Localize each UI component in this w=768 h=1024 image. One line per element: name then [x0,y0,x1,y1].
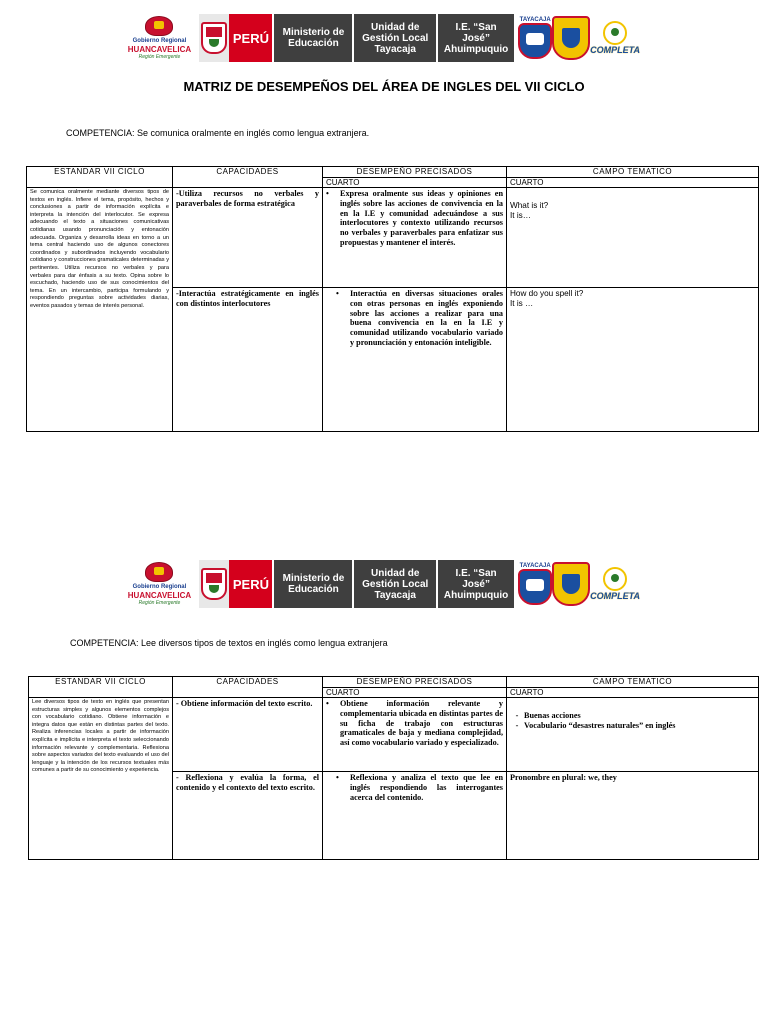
subheader-cuarto: CUARTO [507,688,759,698]
list-item: - Buenas acciones [515,711,581,720]
huancavelica-crest-icon [145,16,173,36]
tayacaja-emblem-icon [518,569,552,605]
campo-list [510,711,755,731]
tayacaja-emblem-icon [518,23,552,59]
list-item: - Vocabulario “desastres naturales” en inglés [515,721,676,730]
partner-logos [514,14,640,62]
tayacaja-logo: TAYACAJA [518,563,552,605]
peru-shield-icon [199,14,230,62]
header-desempeno: DESEMPEÑO PRECISADOS [323,167,507,178]
competencia-2: COMPETENCIA: Lee diversos tipos de textos en inglés como lengua extranjera [70,638,388,648]
desempeno-cell [323,288,507,432]
header-estandar: ESTANDAR VII CICLO [27,167,173,188]
peru-label: PERÚ [229,14,272,62]
desempeno-text: Expresa oralmente sus ideas y opiniones en inglés sobre las acciones de convivencia en la en la I.E y comunidad adecuándose a sus interlocutores y contexto utilizando recursos no verbales y paraverbales para enfatizar sus propuestas y mantener el interés. [340,189,503,247]
desempeno-cell [323,772,507,860]
header-banner [120,560,640,608]
bullet-icon: • [326,699,329,708]
header-capacidades: CAPACIDADES [173,167,323,188]
desempeno-cell [323,698,507,772]
header-estandar: ESTANDAR VII CICLO [29,677,173,698]
campo-line: What is it? [510,201,549,210]
campo-line: How do you spell it? [510,289,584,298]
bullet-icon: • [336,773,339,782]
campo-line: It is … [510,299,534,308]
bullet-icon: • [326,189,329,198]
gobierno-regional-logo: Gobierno Regional HUANCAVELICA Región Emergente [120,560,199,608]
desempeno-text: Reflexiona y analiza el texto que lee en inglés respondiendo las interrogantes acerca del contenido. [350,773,503,802]
ministerio-label: Ministerio de Educación [272,560,352,608]
peru-label: PERÚ [229,560,272,608]
capacidad-cell: - Reflexiona y evalúa la forma, el contenido y el contexto del texto escrito. [173,772,323,860]
estandar-text: Lee diversos tipos de texto en inglés que presentan estructuras simples y algunos elementos complejos con vocabulario cotidiano. Obtiene información e integra datos que están en distintas partes del texto. Realiza inferencias locales a partir de información explícita e implícita e interpreta el texto seleccionando información relevante y complementaria. Reflexiona sobre aspectos variados del texto evaluando el uso del lenguaje y la intención de los recursos textuales más comunes a partir de su conocimiento y experiencia. [29,698,173,860]
subheader-cuarto: CUARTO [323,178,507,188]
desempeno-text: Interactúa en diversas situaciones orales con otras personas en inglés exponiendo sobre las acciones a realizar para una buena convivencia en la en la I.E y comunidad utilizando vocabulario variado y pronunciación y entonación inteligible. [350,289,503,347]
ugel-label: Unidad de Gestión Local Tayacaja [352,560,436,608]
matrix-table-1 [26,166,759,432]
jec-logo: COMPLETA [590,567,640,601]
ugel-label: Unidad de Gestión Local Tayacaja [352,14,436,62]
jec-circle-icon [603,21,627,45]
campo-line: It is… [510,211,531,220]
campo-cell [507,698,759,772]
header-campo: CAMPO TEMATICO [507,167,759,178]
school-emblem-icon [552,562,590,606]
ministerio-label: Ministerio de Educación [272,14,352,62]
matrix-table-2 [28,676,759,860]
bullet-icon: • [336,289,339,298]
header-capacidades: CAPACIDADES [173,677,323,698]
desempeno-cell [323,188,507,288]
subheader-cuarto: CUARTO [323,688,507,698]
estandar-text: Se comunica oralmente mediante diversos tipos de textos en inglés. Infiere el tema, propósito, hechos y conclusiones a partir de información explícita e interpreta la intención del interlocutor. Se expresa adecuando el texto a situaciones comunicativas cotidianas usando pronunciación y entonación adecuada. Organiza y desarrolla ideas en torno a un tema central haciendo uso de algunos conectores coordinados y subordinados incluyendo vocabulario cotidiano y construcciones gramaticales determinadas y pertinentes. Utiliza recursos no verbales y para verbales para dar énfasis a su texto. Opina sobre lo escuchado, haciendo uso de sus conocimientos del tema. En un intercambio, participa formulando y respondiendo preguntas sobre actividades diarias, eventos pasados y temas de interés personal. [27,188,173,432]
tayacaja-logo: TAYACAJA [518,17,552,59]
page-title: MATRIZ DE DESEMPEÑOS DEL ÁREA DE INGLES DEL VII CICLO [183,79,585,94]
subheader-cuarto: CUARTO [507,178,759,188]
capacidad-cell: - Obtiene información del texto escrito. [173,698,323,772]
capacidad-cell: -Utiliza recursos no verbales y paraverbales de forma estratégica [173,188,323,288]
ie-label: I.E. “San José” Ahuimpuquio [436,560,514,608]
header-desempeno: DESEMPEÑO PRECISADOS [323,677,507,688]
campo-cell [507,188,759,288]
capacidad-cell: -Interactúa estratégicamente en inglés con distintos interlocutores [173,288,323,432]
partner-logos [514,560,640,608]
campo-cell: Pronombre en plural: we, they [507,772,759,860]
campo-cell [507,288,759,432]
competencia-1: COMPETENCIA: Se comunica oralmente en inglés como lengua extranjera. [66,128,370,138]
peru-shield-icon [199,560,230,608]
header-banner [120,14,640,62]
gobierno-regional-logo: Gobierno Regional HUANCAVELICA Región Emergente [120,14,199,62]
desempeno-text: Obtiene información relevante y complementaria ubicada en distintas partes de su ficha de trabajo con estructuras gramaticales de baja y mediana complejidad, así como vocabulario variado y especializado. [340,699,503,748]
jec-circle-icon [603,567,627,591]
jec-logo: COMPLETA [590,21,640,55]
header-campo: CAMPO TEMATICO [507,677,759,688]
huancavelica-crest-icon [145,562,173,582]
ie-label: I.E. “San José” Ahuimpuquio [436,14,514,62]
school-emblem-icon [552,16,590,60]
